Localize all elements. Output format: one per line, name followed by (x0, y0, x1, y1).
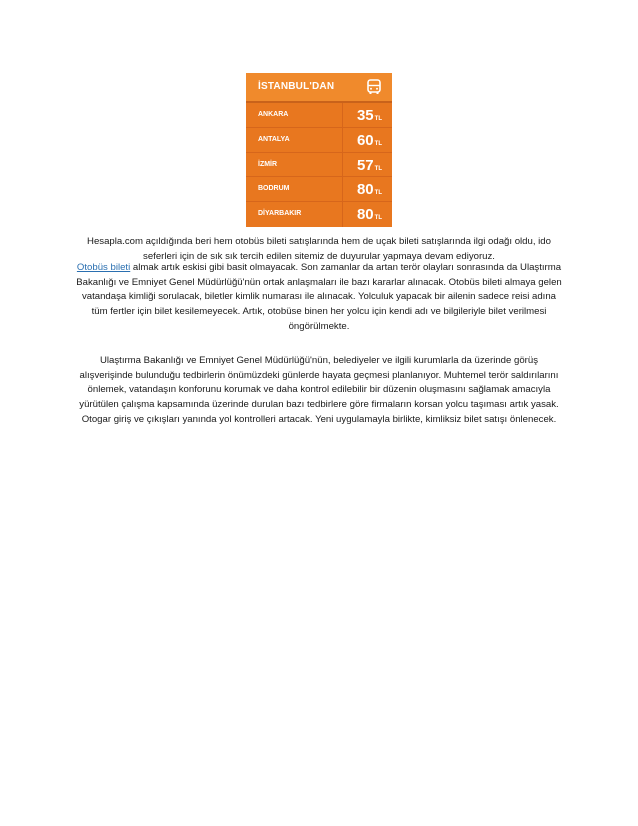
price-row (246, 177, 392, 202)
price-unit: TL (374, 165, 382, 172)
price-amount: 35 (356, 107, 374, 124)
price-row (246, 202, 392, 227)
price-list (246, 103, 392, 227)
price-value (334, 131, 382, 150)
price-amount: 80 (356, 206, 374, 224)
price-unit: TL (374, 190, 382, 197)
card-header (246, 73, 392, 103)
price-unit: TL (374, 116, 382, 122)
price-value (334, 205, 382, 224)
city-name: ANKARA (258, 111, 289, 118)
price-value (334, 106, 382, 125)
price-row (246, 153, 392, 178)
price-amount: 57 (356, 156, 374, 174)
price-unit: TL (374, 215, 382, 222)
paragraph-ticket-rules (76, 261, 562, 335)
city-name: ANTALYA (258, 135, 290, 143)
city-name: DİYARBAKIR (258, 210, 302, 218)
city-name: İZMİR (258, 160, 278, 168)
paragraph-measures: Ulaştırma Bakanlığı ve Emniyet Genel Müdürlüğü'nün, belediyeler ve ilgili kurumlarla da üzerinde görüş alışverişinde bulunduğu tedbirlerin önümüzdeki günlerde hayata geçmesi planlanıyor. Muhtemel terör saldırılarını önlemek, vatandaşın konforunu korumak ve daha kontrol edilebilir bir düzenin oluşmasını sağlamak amacıyla yürütülen çalışma kapsamında üzerinde durulan bazı tedbirlere göre firmaların korsan yolcu taşıması artık yasak. Otogar giriş ve çıkışları yanında yol kontrolleri artacak. Yeni uygulamayla birlikte, kimliksiz bilet satışı önlenecek. (79, 355, 559, 425)
price-value (334, 156, 382, 175)
price-unit: TL (374, 140, 382, 147)
bus-ticket-link[interactable]: Otobüs bileti (76, 262, 131, 273)
paragraph-ticket-rules-text: almak artık eskisi gibi basit olmayacak. Son zamanlar da artan terör olayları sonrasında da Ulaştırma Bakanlığı ve Emniyet Genel Müdürlüğü'nün ortak anlaşmaları ile bazı kararlar alınacak. Otobüs bileti almaya gelen vatandaşa kimliği sorulacak, biletler kimlik numarası ile alınacak. Yolculuk yapacak bir ailenin sadece reisi adına tüm fertler için bilet kesilemeyecek. Artık, otobüse binen her yolcu için kendi adı ve bilgileriyle bilet verilmesi öngörülmekte. (76, 262, 562, 332)
price-amount: 60 (356, 131, 374, 149)
price-value (334, 180, 382, 199)
bus-icon (366, 79, 382, 95)
paragraph-intro: Hesapla.com açıldığında beri hem otobüs bileti satışlarında hem de uçak bileti satışlarında ilgi odağı oldu, ido seferleri için de sık sık tercih edilen sitemiz de duyurular yapmaya devam ediyoruz. (87, 236, 551, 262)
city-name: BODRUM (258, 185, 290, 193)
price-amount: 80 (356, 181, 374, 199)
card-title: İSTANBUL'DAN (258, 81, 335, 92)
price-row (246, 128, 392, 153)
price-row (246, 103, 392, 128)
price-card (246, 73, 392, 227)
